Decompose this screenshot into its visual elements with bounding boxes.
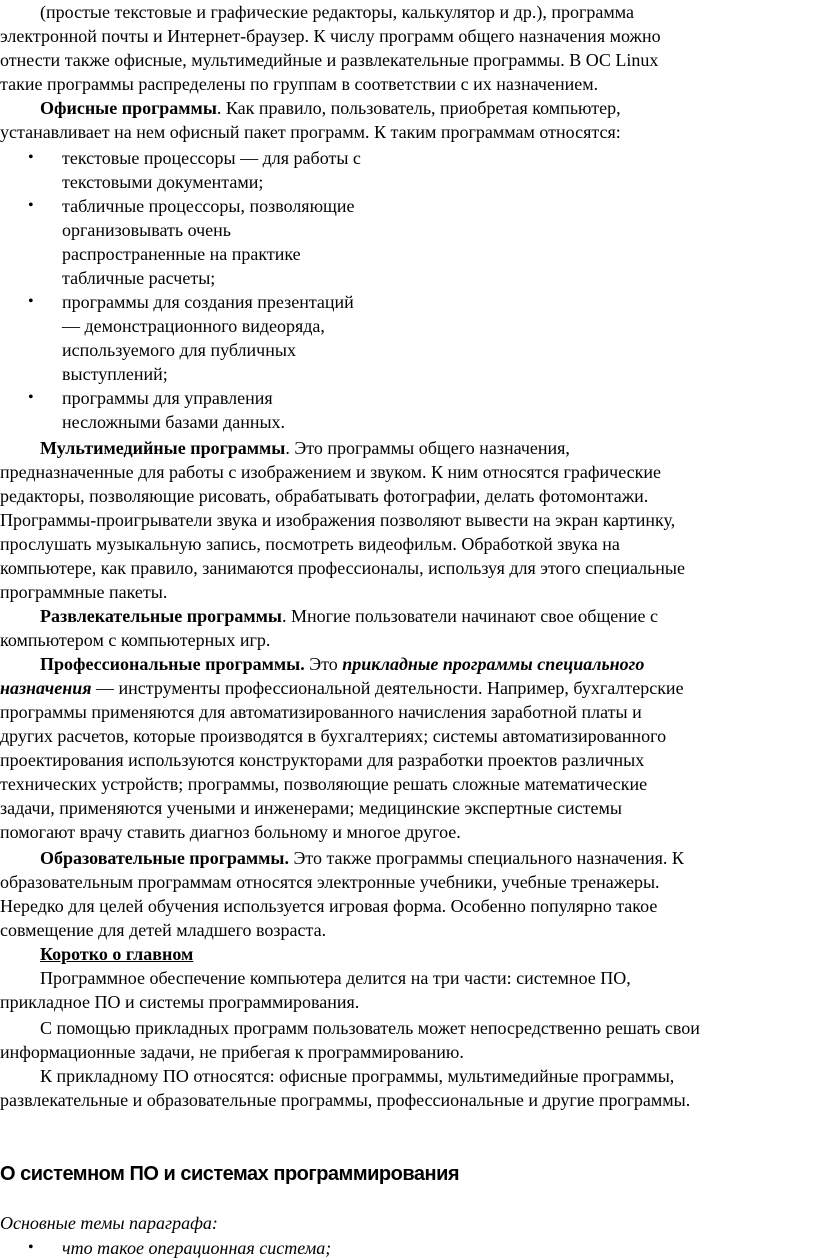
text-line: помогают врачу ставить диагноз больному и многое другое.: [0, 822, 461, 842]
list-item-line: что такое операционная система;: [62, 1238, 332, 1258]
text-line: информационные задачи, не прибегая к программированию.: [0, 1042, 464, 1062]
text-line: (простые текстовые и графические редакторы, калькулятор и др.), программа: [40, 2, 634, 22]
professional-paragraph: [40, 652, 644, 676]
text-line: программы применяются для автоматизированного начисления заработной платы и: [0, 702, 642, 722]
multimedia-title: Мультимедийные программы: [40, 438, 286, 458]
text-line: предназначенные для работы с изображением и звуком. К ним относятся графические: [0, 462, 661, 482]
bullet-icon: •: [28, 389, 34, 406]
entertainment-title: Развлекательные программы: [40, 606, 282, 626]
text-line: прикладное ПО и системы программирования.: [0, 992, 360, 1012]
list-item-line: организовывать очень: [62, 220, 232, 240]
text-line: программные пакеты.: [0, 582, 168, 602]
text-line: К прикладному ПО относятся: офисные программы, мультимедийные программы,: [40, 1066, 675, 1086]
text-line: такие программы распределены по группам в соответствии с их назначением.: [0, 74, 599, 94]
list-item-line: несложными базами данных.: [62, 412, 286, 432]
text-line: устанавливает на нем офисный пакет программ. К таким программам относятся:: [0, 122, 621, 142]
list-item-line: табличные расчеты;: [62, 268, 216, 288]
text-line: С помощью прикладных программ пользователь может непосредственно решать свои: [40, 1018, 700, 1038]
bullet-icon: •: [28, 293, 34, 310]
bullet-icon: •: [28, 1239, 34, 1256]
educational-title: Образовательные программы.: [40, 848, 289, 868]
bullet-icon: •: [28, 197, 34, 214]
emphasis-text: прикладные программы специального: [342, 654, 645, 674]
educational-paragraph: [40, 846, 684, 870]
text-line: Программы-проигрыватели звука и изображения позволяют вывести на экран картинку,: [0, 510, 676, 530]
entertainment-paragraph: [40, 604, 658, 628]
section-heading: О системном ПО и системах программирования: [0, 1163, 460, 1185]
list-item-line: текстовые процессоры — для работы с: [62, 148, 361, 168]
emphasis-text: назначения: [0, 678, 92, 698]
list-item-line: — демонстрационного видеоряда,: [62, 316, 325, 336]
text-span: — инструменты профессиональной деятельности. Например, бухгалтерские: [91, 678, 684, 698]
text-span: . Это программы общего назначения,: [285, 438, 570, 458]
text-line: Программное обеспечение компьютера делится на три части: системное ПО,: [40, 968, 631, 988]
list-item-line: программы для управления: [62, 388, 273, 408]
summary-title: Коротко о главном: [40, 944, 194, 964]
list-item-line: табличные процессоры, позволяющие: [62, 196, 355, 216]
text-span: Это: [304, 654, 343, 674]
text-line: проектирования используются конструкторами для разработки проектов различных: [0, 750, 645, 770]
text-line: технических устройств; программы, позволяющие решать сложные математические: [0, 774, 648, 794]
text-line: образовательным программам относятся электронные учебники, учебные тренажеры.: [0, 872, 660, 892]
bullet-icon: •: [28, 149, 34, 166]
text-line: Нередко для целей обучения используется игровая форма. Особенно популярно такое: [0, 896, 658, 916]
list-item-line: распространенные на практике: [62, 244, 301, 264]
text-span: . Многие пользователи начинают свое общение с: [281, 606, 659, 626]
topics-label: Основные темы параграфа:: [0, 1213, 218, 1233]
list-item-line: используемого для публичных: [62, 340, 296, 360]
text-line: электронной почты и Интернет-браузер. К числу программ общего назначения можно: [0, 26, 661, 46]
text-line: задачи, применяются учеными и инженерами; медицинские экспертные системы: [0, 798, 622, 818]
list-item-line: программы для создания презентаций: [62, 292, 354, 312]
text-line: [0, 676, 684, 700]
text-line: других расчетов, которые производятся в бухгалтериях; системы автоматизированного: [0, 726, 667, 746]
list-item-line: текстовыми документами;: [62, 172, 264, 192]
text-line: компьютером с компьютерных игр.: [0, 630, 271, 650]
list-item-line: выступлений;: [62, 364, 168, 384]
text-line: компьютере, как правило, занимаются профессионалы, используя для этого специальные: [0, 558, 686, 578]
text-line: редакторы, позволяющие рисовать, обрабатывать фотографии, делать фотомонтажи.: [0, 486, 649, 506]
text-span: . Как правило, пользователь, приобретая компьютер,: [216, 98, 621, 118]
text-line: прослушать музыкальную запись, посмотреть видеофильм. Обработкой звука на: [0, 534, 620, 554]
office-paragraph: [40, 96, 621, 120]
multimedia-paragraph: [40, 436, 570, 460]
text-line: развлекательные и образовательные программы, профессиональные и другие программы.: [0, 1090, 691, 1110]
professional-title: Профессиональные программы.: [40, 654, 305, 674]
text-line: совмещение для детей младшего возраста.: [0, 920, 327, 940]
text-span: Это также программы специального назначения. К: [288, 848, 684, 868]
text-line: отнести также офисные, мультимедийные и развлекательные программы. В ОС Linux: [0, 50, 659, 70]
office-title: Офисные программы: [40, 98, 217, 118]
